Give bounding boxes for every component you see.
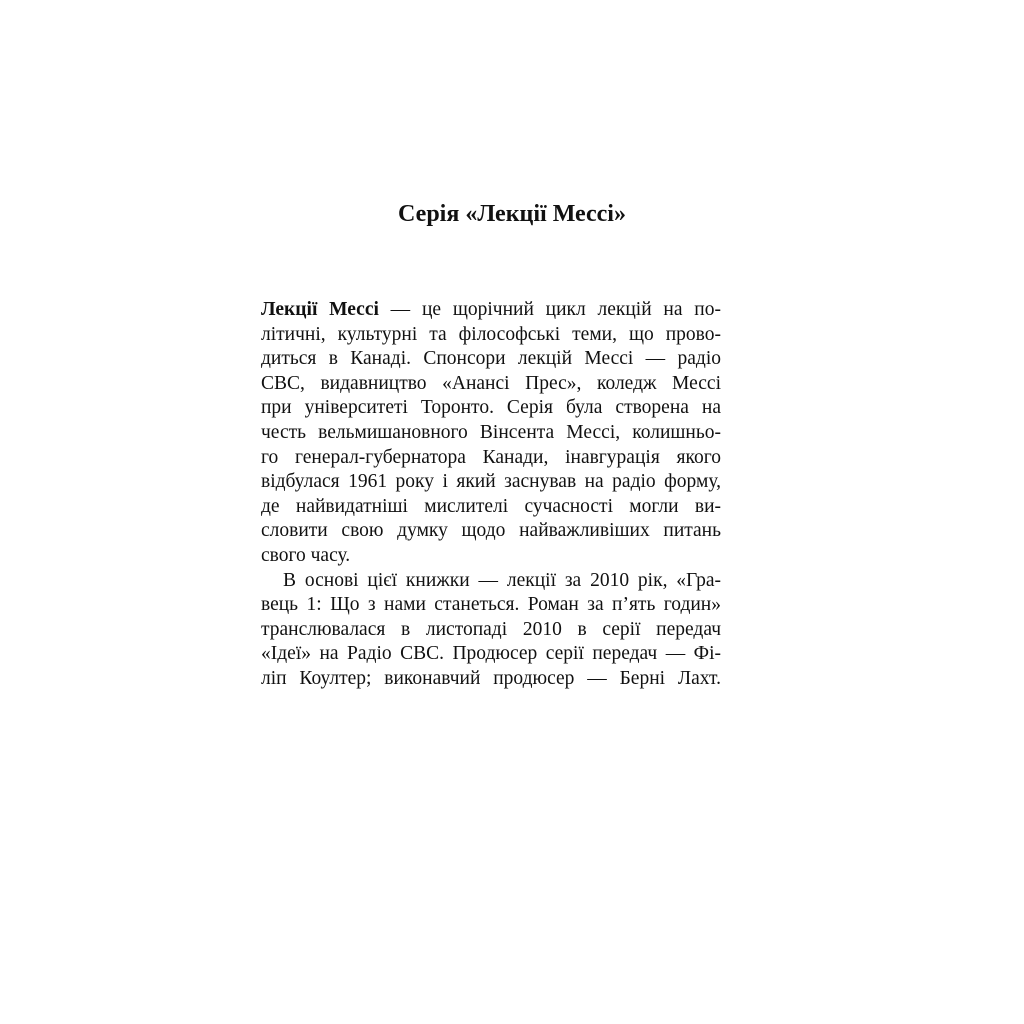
text-line: при університеті Торонто. Серія була створена на — [261, 397, 721, 419]
text-line — [261, 298, 721, 323]
text-line: «Ідеї» на Радіо CBC. Продюсер серії передач — Фі- — [261, 643, 721, 665]
text-line: літичні, культурні та філософські теми, що прово- — [261, 323, 721, 345]
text-line: транслювалася в листопаді 2010 в серії передач — [261, 618, 721, 640]
text-line: ліп Коултер; виконавчий продюсер — Берні Лахт. — [261, 667, 721, 689]
text-line: свого часу. — [261, 544, 351, 566]
text-line: вець 1: Що з нами станеться. Роман за п’ять годин» — [261, 594, 721, 616]
page-title: Серія «Лекції Мессі» — [398, 201, 626, 227]
text-line: диться в Канаді. Спонсори лекцій Мессі — радіо — [261, 348, 721, 370]
lead-term: Лекції Мессі — [261, 299, 379, 320]
text-line: го генерал-губернатора Канади, інавгурація якого — [261, 446, 721, 468]
text-line: В основі цієї книжки — лекції за 2010 рік, «Гра- — [283, 569, 721, 591]
text-line: де найвидатніші мислителі сучасності могли ви- — [261, 495, 721, 517]
paragraph-2 — [261, 569, 721, 692]
text-line: честь вельмишановного Вінсента Мессі, колишньо- — [261, 421, 721, 443]
text-line: відбулася 1961 року і який заснував на радіо форму, — [261, 471, 721, 493]
paragraph-1 — [261, 298, 721, 569]
body-text — [261, 298, 721, 692]
text-line: словити свою думку щодо найважливіших питань — [261, 520, 721, 542]
text-line: CBC, видавництво «Анансі Прес», коледж Мессі — [261, 372, 721, 394]
text-line-fragment: — це щорічний цикл лекцій на по- — [378, 299, 721, 320]
